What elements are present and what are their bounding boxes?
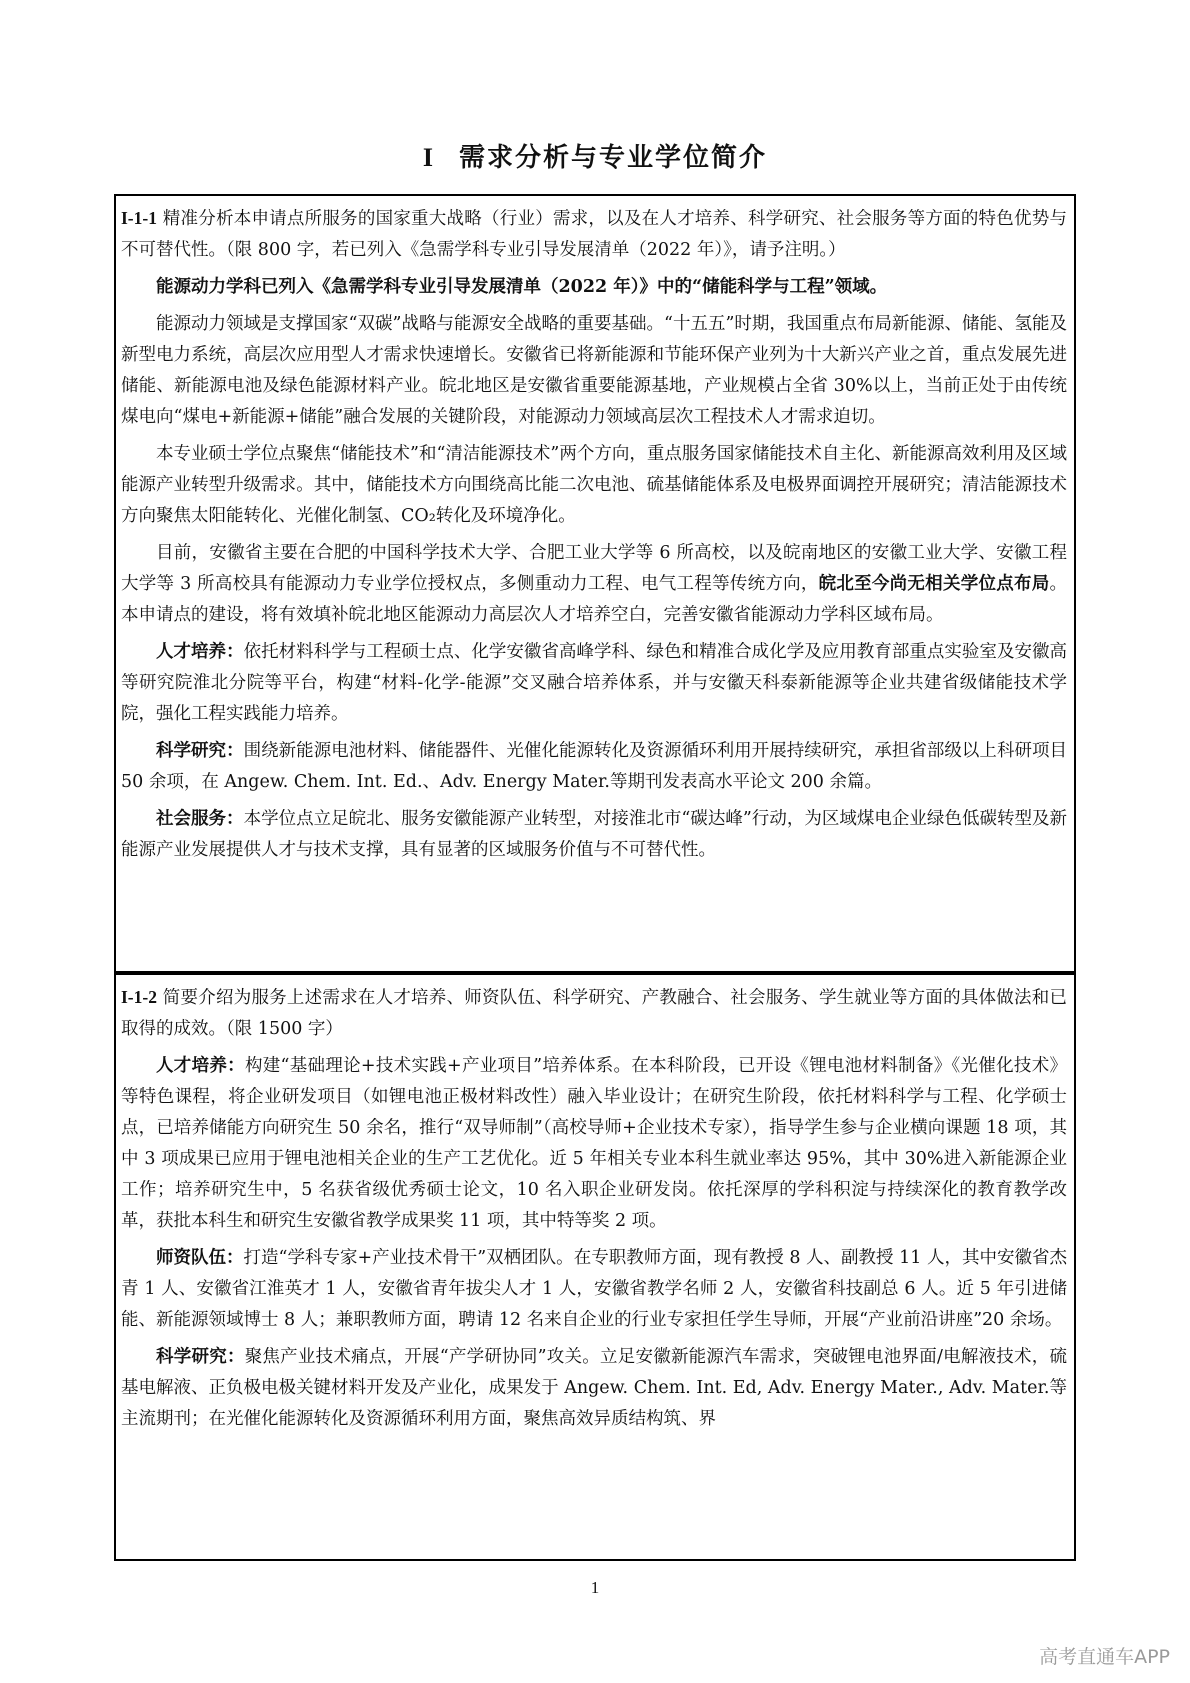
paragraph-label: 科学研究：	[156, 1347, 245, 1367]
paragraph-label: 人才培养：	[156, 1056, 245, 1076]
section-prompt-text: 简要介绍为服务上述需求在人才培养、师资队伍、科学研究、产教融合、社会服务、学生就业等方面的具体做法和已取得的成效。（限 1500 字）	[121, 988, 1067, 1039]
paragraph-social-service: 社会服务：本学位点立足皖北、服务安徽能源产业转型，对接淮北市“碳达峰”行动，为区域煤电企业绿色低碳转型及新能源产业发展提供人才与技术支撑，具有显著的区域服务价值与不可替代性。	[121, 809, 1068, 860]
section-prompt	[121, 982, 1067, 1045]
section-prompt-text: 精准分析本申请点所服务的国家重大战略（行业）需求，以及在人才培养、科学研究、社会服务等方面的特色优势与不可替代性。（限 800 字，若已列入《急需学科专业引导发展清单（2022 年）》，请予注明。）	[121, 209, 1067, 260]
section-code: I-1-2	[121, 987, 157, 1007]
paragraph-list-status: 能源动力学科已列入《急需学科专业引导发展清单（2022 年）》中的“储能科学与工程”领域。	[156, 277, 888, 297]
section-i-1-1-box	[114, 194, 1076, 973]
paragraph-talent-training: 人才培养：依托材料科学与工程硕士点、化学安徽省高峰学科、绿色和精准合成化学及应用教育部重点实验室及安徽高等研究院淮北分院等平台，构建“材料-化学-能源”交叉融合培养体系，并与安徽天科泰新能源等企业共建省级储能技术学院，强化工程实践能力培养。	[121, 642, 1068, 724]
paragraph-research: 科学研究：聚焦产业技术痛点，开展“产学研协同”攻关。立足安徽新能源汽车需求，突破锂电池界面/电解液技术，硫基电解液、正负极电极关键材料开发及产业化，成果发于 Angew. Chem. Int. Ed, Adv. Energy Mater., Adv. Mater.等主流期刊；在光催化能源转化及资源循环利用方面，聚焦高效异质结构筑、界	[121, 1347, 1068, 1429]
paragraph-label: 科学研究：	[156, 741, 244, 761]
paragraph-faculty: 师资队伍：打造“学科专家+产业技术骨干”双栖团队。在专职教师方面，现有教授 8 人、副教授 11 人，其中安徽省杰青 1 人、安徽省江淮英才 1 人，安徽省青年拔尖人才 1 人，安徽省教学名师 2 人，安徽省科技副总 6 人。近 5 年引进储能、新能源领域博士 8 人；兼职教师方面，聘请 12 名来自企业的行业专家担任学生导师，开展“产业前沿讲座”20 余场。	[121, 1248, 1067, 1330]
section-prompt	[121, 203, 1067, 266]
highlight-text: 皖北至今尚无相关学位点布局	[818, 574, 1050, 594]
page-title	[0, 137, 1190, 174]
paragraph-label: 师资队伍：	[156, 1248, 244, 1268]
paragraph-talent-training: 人才培养：构建“基础理论+技术实践+产业项目”培养体系。在本科阶段，已开设《锂电池材料制备》《光催化技术》等特色课程，将企业研发项目（如锂电池正极材料改性）融入毕业设计；在研究生阶段，依托材料科学与工程、化学硕士点，已培养储能方向研究生 50 余名，推行“双导师制”（高校导师+企业技术专家），指导学生参与企业横向课题 18 项，其中 3 项成果已应用于锂电池相关企业的生产工艺优化。近 5 年相关专业本科生就业率达 95%，其中 30%进入新能源企业工作；培养研究生中，5 名获省级优秀硕士论文，10 名入职企业研发岗。依托深厚的学科积淀与持续深化的教育教学改革，获批本科生和研究生安徽省教学成果奖 11 项，其中特等奖 2 项。	[121, 1056, 1068, 1231]
section-code: I-1-1	[121, 208, 157, 228]
paragraph-strategy: 能源动力领域是支撑国家“双碳”战略与能源安全战略的重要基础。“十五五”时期，我国重点布局新能源、储能、氢能及新型电力系统，高层次应用型人才需求快速增长。安徽省已将新能源和节能环保产业列为十大新兴产业之首，重点发展先进储能、新能源电池及绿色能源材料产业。皖北地区是安徽省重要能源基地，产业规模占全省 30%以上，当前正处于由传统煤电向“煤电+新能源+储能”融合发展的关键阶段，对能源动力领域高层次工程技术人才需求迫切。	[121, 314, 1067, 427]
page-number: 1	[590, 1578, 600, 1597]
title-text: 需求分析与专业学位简介	[459, 143, 768, 173]
paragraph-label: 社会服务：	[156, 809, 244, 829]
paragraph-directions: 本专业硕士学位点聚焦“储能技术”和“清洁能源技术”两个方向，重点服务国家储能技术自主化、新能源高效利用及区域能源产业转型升级需求。其中，储能技术方向围绕高比能二次电池、硫基储能体系及电极界面调控开展研究；清洁能源技术方向聚焦太阳能转化、光催化制氢、CO₂转化及环境净化。	[121, 444, 1067, 526]
paragraph-label: 人才培养：	[156, 642, 244, 662]
paragraph-research: 科学研究：围绕新能源电池材料、储能器件、光催化能源转化及资源循环利用开展持续研究，承担省部级以上科研项目 50 余项，在 Angew. Chem. Int. Ed.、Adv. Energy Mater.等期刊发表高水平论文 200 余篇。	[121, 741, 1068, 792]
title-roman-numeral: I	[422, 143, 436, 172]
watermark-text: 高考直通车APP	[1039, 1646, 1170, 1668]
section-i-1-2-box	[114, 973, 1076, 1561]
paragraph-regional-layout: 目前，安徽省主要在合肥的中国科学技术大学、合肥工业大学等 6 所高校，以及皖南地区的安徽工业大学、安徽工程大学等 3 所高校具有能源动力专业学位授权点，多侧重动力工程、电气工程等传统方向，皖北至今尚无相关学位点布局。本申请点的建设，将有效填补皖北地区能源动力高层次人才培养空白，完善安徽省能源动力学科区域布局。	[121, 543, 1067, 625]
